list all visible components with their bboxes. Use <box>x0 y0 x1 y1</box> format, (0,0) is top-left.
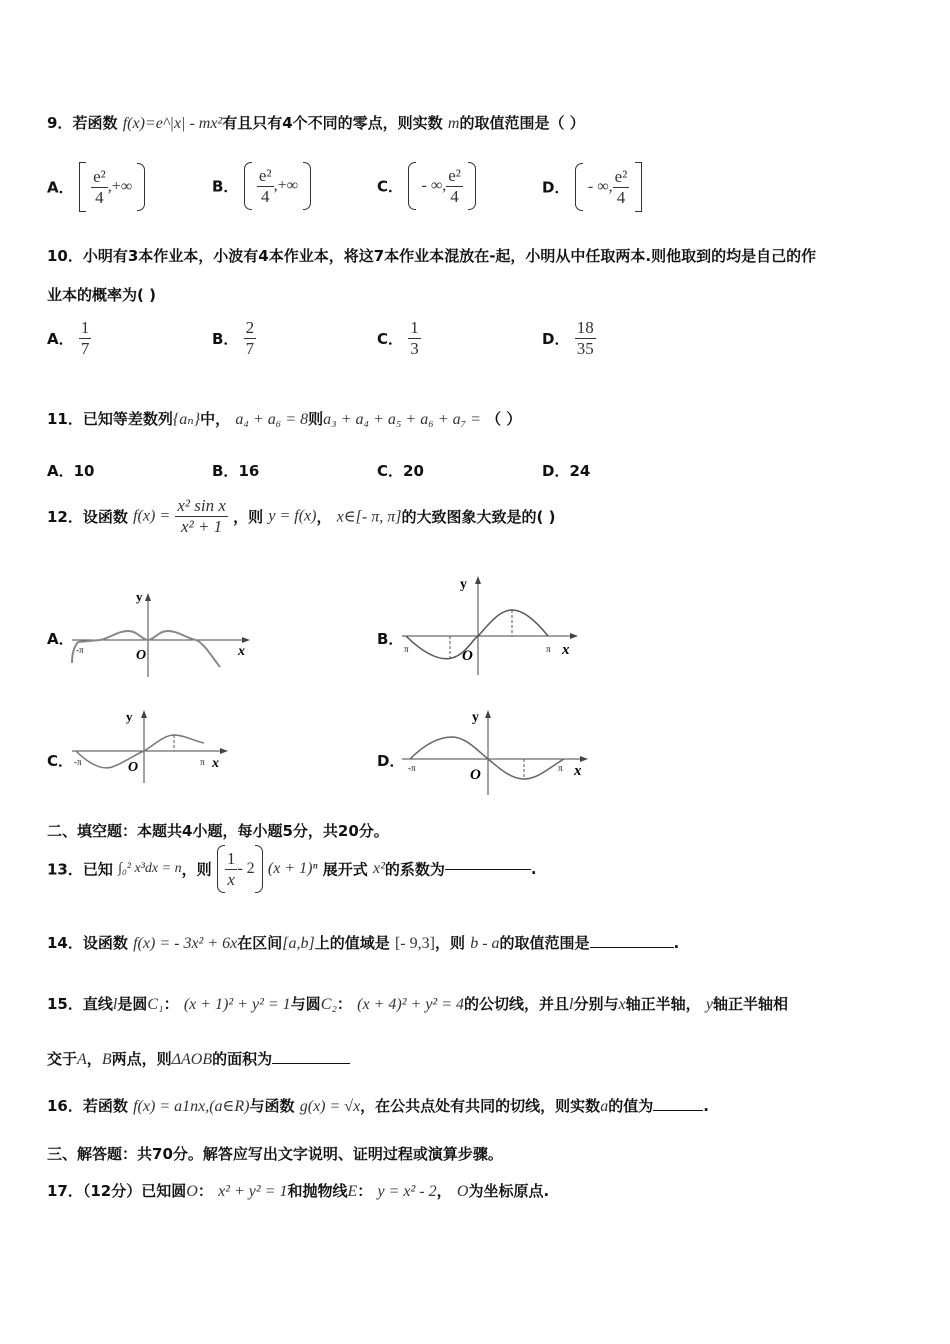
option-label: D． <box>542 330 570 348</box>
denominator: 4 <box>450 186 459 206</box>
q13-number: 13．已知 <box>47 860 113 879</box>
q15-c2: C₂ <box>320 996 337 1013</box>
q17-colon: ： <box>197 1182 213 1200</box>
numerator: x² sin x <box>177 496 226 515</box>
neg-pi-label: -π <box>76 645 84 655</box>
q11-sequence: {aₙ} <box>172 411 201 428</box>
q12-comma: ， <box>316 508 332 526</box>
pos-pi-label: π <box>200 757 205 767</box>
q14-function: f(x) = - 3x² + 6x <box>133 935 238 952</box>
numerator: e² <box>93 166 106 186</box>
q15-line2c: 的面积为 <box>212 1050 273 1068</box>
q16-a: a <box>600 1098 609 1115</box>
q13-factor: (x + 1)ⁿ <box>267 860 318 877</box>
fraction <box>257 166 274 207</box>
q17-number: 17．（12分）已知圆 <box>47 1182 187 1200</box>
denominator: x <box>227 869 235 889</box>
denominator: 4 <box>616 187 626 207</box>
q13-mid: ，则 <box>181 860 212 879</box>
q9-option-c[interactable] <box>377 162 476 210</box>
q14-period: . <box>673 934 680 952</box>
q13-paren-rest: - 2 <box>237 860 255 877</box>
q17-comma: ， <box>436 1182 452 1200</box>
y-label: y <box>460 577 467 592</box>
q15-answer-blank[interactable] <box>272 1063 350 1064</box>
q15-colon: ： <box>163 995 179 1013</box>
fraction <box>408 318 421 359</box>
fraction <box>91 167 108 208</box>
q17-circle: x² + y² = 1 <box>218 1183 288 1200</box>
origin-label: O <box>470 767 481 783</box>
numerator: 1 <box>410 318 419 337</box>
q17-O: O <box>186 1183 198 1200</box>
q11-line <box>47 408 521 429</box>
x-label: x <box>238 644 245 659</box>
x-label: x <box>562 642 570 658</box>
q16-line <box>47 1095 709 1116</box>
neg-pi-label: π <box>404 644 409 654</box>
section-3-heading: 三、解答题：共70分。解答应写出文字说明、证明过程或演算步骤。 <box>47 1145 503 1163</box>
q14-range: [- 9,3] <box>394 935 435 952</box>
right-paren <box>137 163 145 211</box>
q9-option-a[interactable] <box>47 162 145 212</box>
q15-t4: 分别与 <box>573 995 619 1013</box>
q11-mid: 中， <box>200 410 231 428</box>
numerator: e² <box>614 166 628 186</box>
q12-option-c-label[interactable]: C． <box>47 752 74 770</box>
q15-line-l: l <box>112 996 118 1013</box>
origin-label: O <box>128 760 139 775</box>
option-value: 24 <box>569 462 591 480</box>
q17-line <box>47 1180 549 1201</box>
q11-number: 11．已知等差数列 <box>47 410 173 428</box>
q14-number: 14．设函数 <box>47 934 128 952</box>
q12-option-a-label[interactable]: A． <box>47 630 74 648</box>
q9-end: 的取值范围是（ ） <box>459 114 585 132</box>
numerator: 1 <box>226 848 236 868</box>
denominator: 3 <box>410 339 419 358</box>
curve <box>78 631 220 667</box>
q11-option-d[interactable] <box>542 460 590 481</box>
q15-line-l: l <box>569 996 574 1013</box>
q17-O2: O <box>456 1183 469 1200</box>
q12-end: 的大致图象大致是的( ) <box>401 508 556 526</box>
numerator: 18 <box>576 318 594 337</box>
q14-line <box>47 932 679 953</box>
q15-eq2: (x + 4)² + y² = 4 <box>357 996 465 1013</box>
denominator: 7 <box>245 339 255 358</box>
numerator: 1 <box>80 318 90 337</box>
q13-end: 的系数为 <box>384 860 445 879</box>
option-label: C． <box>377 462 404 480</box>
q10-option-b[interactable] <box>212 318 256 359</box>
q9-post: 有且只有4个不同的零点，则实数 <box>222 114 443 132</box>
y-label: y <box>472 710 479 725</box>
q14-interval: [a,b] <box>282 935 315 952</box>
q11-expression: a₃ + a₄ + a₅ + a₆ + a₇ = <box>323 411 481 428</box>
option-value: 20 <box>403 462 424 480</box>
q15-c1: C₁ <box>147 996 164 1013</box>
x-label: x <box>574 763 582 779</box>
curve <box>410 737 564 779</box>
q15-line2 <box>47 1048 350 1069</box>
left-paren <box>408 162 416 210</box>
q10-option-d[interactable] <box>542 318 596 359</box>
y-label: y <box>126 709 133 724</box>
q15-colon: ： <box>336 995 352 1013</box>
q15-A: A <box>77 1051 87 1068</box>
q15-line1 <box>47 993 788 1014</box>
q15-t2: 与圆 <box>290 995 321 1013</box>
fraction <box>446 166 463 207</box>
q15-eq1: (x + 1)² + y² = 1 <box>183 996 291 1013</box>
graph-c[interactable] <box>70 705 235 785</box>
q12-option-d-label[interactable]: D． <box>377 752 405 770</box>
q16-period: . <box>703 1097 709 1115</box>
neg-pi-label: -π <box>74 757 82 767</box>
q16-answer-blank[interactable] <box>653 1110 703 1111</box>
option-label: B． <box>212 177 239 196</box>
q9-number: 9． <box>47 114 73 132</box>
y-arrow-icon <box>485 710 491 718</box>
q14-ba: b - a <box>470 935 500 952</box>
denominator: 7 <box>80 339 90 358</box>
option-pre: - ∞, <box>587 178 613 195</box>
q17-end: 为坐标原点. <box>468 1182 550 1200</box>
option-rest: ,+∞ <box>273 177 298 194</box>
q10-option-c[interactable] <box>377 318 421 359</box>
q13-integral: ∫₀² x³dx = n <box>118 861 182 876</box>
numerator: 2 <box>245 318 255 337</box>
fraction <box>244 318 257 359</box>
option-label: A． <box>47 330 74 348</box>
q15-t5: 轴正半轴， <box>625 995 701 1013</box>
q16-post: ，在公共点处有共同的切线，则实数 <box>360 1097 601 1115</box>
left-paren <box>244 162 252 210</box>
q15-y: y <box>705 996 713 1013</box>
q16-f: f(x) = a1nx,(a∈R) <box>133 1098 250 1115</box>
q12-domain: x∈[- π, π] <box>336 508 402 526</box>
graph-b[interactable] <box>400 570 585 680</box>
y-label: y <box>136 589 143 604</box>
numerator: e² <box>258 165 272 185</box>
x-arrow-icon <box>570 633 578 639</box>
q14-mid3: ，则 <box>434 934 465 952</box>
option-label: D． <box>542 462 570 480</box>
q11-end: （ ） <box>486 410 522 428</box>
q15-sep: ， <box>86 1050 102 1068</box>
q12-number: 12．设函数 <box>47 508 128 526</box>
q11-option-a[interactable] <box>47 460 94 481</box>
q10-option-a[interactable] <box>47 318 91 359</box>
left-bracket <box>79 162 86 212</box>
q13-post: 展开式 <box>322 860 368 879</box>
neg-pi-label: -π <box>408 763 416 773</box>
right-paren <box>303 162 311 210</box>
q9-line <box>47 112 585 133</box>
q16-end: 的值为 <box>608 1097 654 1115</box>
option-label: A． <box>47 462 74 480</box>
q13-period: . <box>530 860 537 878</box>
y-arrow-icon <box>145 593 151 601</box>
origin-label: O <box>462 648 473 664</box>
q12-line <box>47 496 555 537</box>
q13-line <box>47 845 537 893</box>
option-label: B． <box>212 462 239 480</box>
right-bracket <box>635 162 642 212</box>
numerator: e² <box>448 165 461 185</box>
x-label: x <box>212 756 219 771</box>
q15-line2b: 两点，则 <box>111 1050 172 1068</box>
graph-a[interactable] <box>70 585 255 680</box>
option-pre: - ∞, <box>421 177 447 194</box>
q16-g: g(x) = √x <box>299 1098 361 1115</box>
denominator: 4 <box>260 186 270 206</box>
q15-number: 15．直线 <box>47 995 113 1013</box>
option-value: 10 <box>73 462 95 480</box>
option-label: C． <box>377 330 404 348</box>
y-arrow-icon <box>475 576 481 584</box>
fraction <box>613 167 630 208</box>
q14-mid: 在区间 <box>237 934 283 952</box>
q11-then: 则 <box>308 410 324 428</box>
q15-line2a: 交于 <box>47 1050 78 1068</box>
fraction <box>79 318 92 359</box>
option-label: A． <box>47 178 74 197</box>
section-2-heading: 二、填空题：本题共4小题，每小题5分，共20分。 <box>47 822 389 840</box>
q13-answer-blank[interactable] <box>445 869 531 870</box>
q17-parabola: y = x² - 2 <box>377 1183 437 1200</box>
q11-option-b[interactable] <box>212 460 259 481</box>
option-label: D． <box>542 178 570 197</box>
y-arrow-icon <box>141 710 147 718</box>
q14-answer-blank[interactable] <box>590 947 674 948</box>
q12-option-b-label[interactable]: B． <box>377 630 404 648</box>
option-value: 16 <box>238 462 260 480</box>
pos-pi-label: π <box>546 644 551 654</box>
q15-x: x <box>618 996 626 1013</box>
q12-mid: ，则 <box>233 508 264 526</box>
q16-number: 16．若函数 <box>47 1097 128 1115</box>
right-paren <box>468 162 476 210</box>
fraction <box>575 318 596 359</box>
q15-triangle: ΔAOB <box>171 1051 213 1068</box>
denominator: 35 <box>576 339 594 358</box>
q12-lhs: f(x) = <box>133 507 171 525</box>
q15-t1: 是圆 <box>117 995 148 1013</box>
q15-t6: 轴正半轴相 <box>712 995 788 1013</box>
q13-fraction <box>225 849 238 890</box>
q13-x2: x² <box>372 860 385 877</box>
x-arrow-icon <box>242 637 250 643</box>
denominator: x² + 1 <box>181 517 223 536</box>
q15-t3: 的公切线，并且 <box>464 995 570 1013</box>
q12-yf: y = f(x) <box>268 507 317 525</box>
denominator: 4 <box>95 187 104 207</box>
q15-B: B <box>101 1051 112 1068</box>
pos-pi-label: π <box>558 763 563 773</box>
q10-line1: 10．小明有3本作业本，小波有4本作业本，将这7本作业本混放在-起，小明从中任取两本.则他取到的均是自己的作 <box>47 247 817 265</box>
q11-option-c[interactable] <box>377 460 424 481</box>
q10-line2: 业本的概率为( ) <box>47 286 156 304</box>
q9-var: m <box>447 115 460 132</box>
q17-mid: 和抛物线 <box>287 1182 348 1200</box>
q17-colon2: ： <box>357 1182 373 1200</box>
x-arrow-icon <box>220 748 228 754</box>
q14-mid2: 上的值域是 <box>314 934 390 952</box>
q12-fraction <box>175 496 228 537</box>
option-label: C． <box>377 177 404 196</box>
q9-option-d[interactable] <box>542 162 642 212</box>
right-paren <box>255 845 263 893</box>
q17-E: E <box>347 1183 358 1200</box>
curve <box>406 610 548 659</box>
q14-end: 的取值范围是 <box>499 934 590 952</box>
q9-function: f(x)=e^|x| - mx² <box>122 115 223 132</box>
left-paren <box>217 845 225 893</box>
q9-pre: 若函数 <box>72 114 118 132</box>
left-paren <box>575 163 583 211</box>
q9-option-b[interactable] <box>212 162 311 210</box>
option-rest: ,+∞ <box>107 178 133 195</box>
option-label: B． <box>212 330 239 348</box>
x-arrow-icon <box>580 756 588 762</box>
graph-d[interactable] <box>400 705 595 797</box>
q16-mid: 与函数 <box>249 1097 295 1115</box>
q11-condition: a₄ + a₆ = 8 <box>235 411 309 428</box>
origin-label: O <box>136 648 147 663</box>
